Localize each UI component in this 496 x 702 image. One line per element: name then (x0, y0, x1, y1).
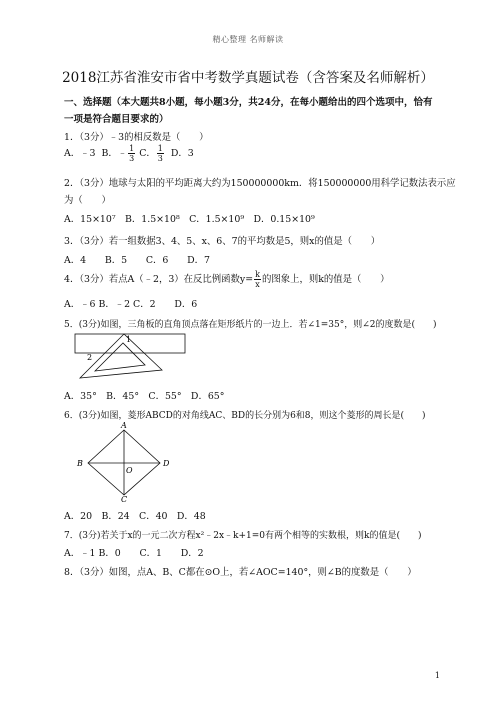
q4-stem-a: 4．（3分）若点A（﹣2，3）在反比例函数y= (64, 274, 254, 285)
q5-triangle-outer (80, 334, 162, 378)
q4-frac-den: x (255, 280, 260, 289)
q2-stem: 2．（3分）地球与太阳的平均距离大约为150000000km．将150000000用科学记数法表示应 (64, 178, 456, 189)
q4-fraction (254, 270, 261, 289)
q4-options: A．﹣6 B．﹣2 C．2 D．6 (64, 299, 198, 310)
q5-figure (66, 330, 196, 385)
q7-stem: 7．(3分)若关于x的一元二次方程x²﹣2x﹣k+1=0有两个相等的实数根，则k的值是( ) (64, 531, 422, 541)
q3-stem: 3．（3分）若一组数据3、4、5、x、6、7的平均数是5，则x的值是（ ） (64, 236, 381, 247)
q2-options: A．15×10⁷ B．1.5×10⁸ C．1.5×10⁹ D．0.15×10⁹ (64, 214, 315, 225)
q1-opt-c: C． (139, 148, 156, 159)
q1-opt-c-den: 3 (157, 154, 163, 163)
q3-options: A．4 B．5 C．6 D．7 (64, 255, 210, 266)
q1-opt-b: B．﹣ (101, 148, 128, 159)
q6-point-o: O (126, 466, 133, 475)
q1-opt-c-fraction (157, 144, 164, 163)
q1-opt-b-num: 1 (129, 144, 135, 153)
q6-options: A．20 B．24 C．40 D．48 (64, 511, 206, 522)
q6-figure (66, 420, 186, 502)
q6-point-c: C (121, 495, 128, 502)
q1-options (64, 144, 194, 163)
q5-angle-2-label: 2 (87, 353, 93, 362)
q6-point-a: A (121, 421, 127, 430)
q2-stem-cont: 为（ ） (64, 195, 111, 206)
q6-stem: 6．(3分)如图，菱形ABCD的对角线AC、BD的长分别为6和8，则这个菱形的周长是( ) (64, 411, 426, 421)
page-title: 2018江苏省淮安市省中考数学真题试卷（含答案及名师解析） (62, 70, 434, 86)
q4-stem-b: 的图象上，则k的值是（ ） (261, 274, 390, 285)
q1-opt-c-num: 1 (157, 144, 163, 153)
section-heading: 一、选择题（本大题共8小题，每小题3分，共24分，在每小题给出的四个选项中，恰有 (64, 97, 433, 108)
q4-stem (64, 270, 390, 289)
q6-point-d: D (163, 459, 170, 468)
q5-options: A．35° B．45° C．55° D．65° (64, 391, 225, 402)
q1-stem: 1．（3分）﹣3的相反数是（ ） (64, 132, 209, 143)
q8-stem: 8．（3分）如图，点A、B、C都在⊙O上，若∠AOC=140°，则∠B的度数是（ ） (64, 567, 417, 578)
page-number: 1 (434, 671, 440, 680)
section-heading-cont: 一项是符合题目要求的） (64, 114, 169, 125)
q6-point-b: B (77, 459, 83, 468)
q4-frac-num: k (255, 270, 260, 279)
q1-opt-a: A．﹣3 (64, 148, 96, 159)
q1-opt-b-den: 3 (129, 154, 135, 163)
q5-stem: 5．(3分)如图，三角板的直角顶点落在矩形纸片的一边上．若∠1=35°，则∠2的度数是( ) (64, 320, 437, 330)
q7-options: A．﹣1 B．0 C．1 D．2 (64, 548, 204, 559)
q1-opt-d: D．3 (170, 148, 194, 159)
page-header: 精心整理 名师解读 (212, 35, 284, 44)
q1-opt-b-fraction (128, 144, 135, 163)
q5-angle-1-label: 1 (126, 335, 132, 344)
